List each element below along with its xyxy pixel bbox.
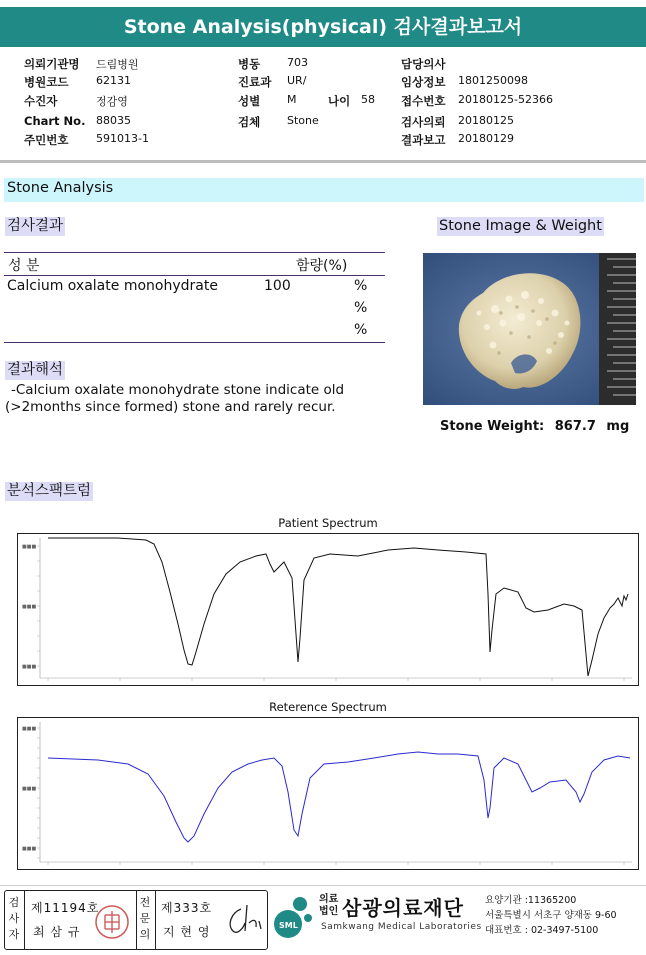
info-value: 1801250098 bbox=[458, 74, 528, 87]
stone-weight-unit: mg bbox=[606, 419, 630, 434]
inspector-license: 제11194호 bbox=[31, 901, 100, 915]
unit-cell: % bbox=[354, 322, 368, 338]
info-label: 검체 bbox=[238, 115, 261, 129]
section-band bbox=[4, 178, 644, 202]
reference-spectrum-plot bbox=[18, 718, 638, 869]
signature-box bbox=[4, 890, 268, 950]
info-row bbox=[0, 114, 646, 132]
sml-logo-icon bbox=[270, 892, 316, 942]
info-value: 62131 bbox=[96, 74, 131, 87]
specialist-label: 전문의 bbox=[139, 896, 151, 941]
info-label: 접수번호 bbox=[401, 94, 446, 108]
specialist-signature-icon bbox=[223, 901, 265, 939]
spectrum-heading: 분석스팩트럼 bbox=[7, 483, 92, 499]
patient-spectrum-title: Patient Spectrum bbox=[278, 516, 378, 530]
specialist-license: 제333호 bbox=[161, 901, 213, 915]
svg-text:■■■: ■■■ bbox=[22, 664, 37, 670]
results-table bbox=[4, 252, 385, 344]
inspector-seal-icon bbox=[93, 903, 131, 941]
results-heading: 검사결과 bbox=[7, 218, 64, 234]
interpretation-heading: 결과해석 bbox=[7, 362, 64, 378]
phone: 대표번호 : 02-3497-5100 bbox=[485, 925, 599, 936]
address: 서울특별시 서초구 양재동 9-60 bbox=[485, 910, 617, 921]
patient-spectrum-plot bbox=[18, 534, 638, 685]
column-header-component: 성 분 bbox=[8, 258, 40, 274]
info-label: 성별 bbox=[238, 94, 261, 108]
table-rule bbox=[4, 342, 385, 343]
interpretation-line: -Calcium oxalate monohydrate stone indicate old bbox=[11, 382, 345, 398]
info-value: 88035 bbox=[96, 114, 131, 127]
org-legal-type bbox=[319, 894, 338, 918]
org-legal-line: 의료 bbox=[319, 894, 339, 905]
info-row bbox=[0, 93, 646, 111]
inspector-name: 최 삼 규 bbox=[33, 925, 81, 939]
patient-info bbox=[0, 52, 646, 152]
org-legal-line: 법인 bbox=[319, 906, 339, 917]
svg-text:■■■: ■■■ bbox=[22, 604, 37, 610]
unit-cell: % bbox=[354, 300, 368, 316]
info-value: 드림병원 bbox=[96, 58, 139, 71]
svg-text:■■■: ■■■ bbox=[22, 726, 37, 732]
interpretation-text bbox=[5, 382, 344, 416]
info-label: 담당의사 bbox=[401, 57, 446, 71]
info-row bbox=[0, 56, 646, 74]
info-value: 20180129 bbox=[458, 132, 514, 145]
table-rule bbox=[4, 275, 385, 276]
footer bbox=[0, 886, 646, 955]
specialist-name: 지 현 영 bbox=[163, 925, 211, 939]
section-title: Stone Analysis bbox=[7, 180, 114, 196]
info-label: 검사의뢰 bbox=[401, 115, 446, 129]
reference-spectrum bbox=[17, 717, 639, 870]
info-label: 나이 bbox=[328, 94, 351, 108]
info-value: 20180125 bbox=[458, 114, 514, 127]
sign-divider bbox=[155, 891, 156, 949]
info-label: 결과보고 bbox=[401, 133, 446, 147]
organization-name: 삼광의료재단 bbox=[342, 896, 464, 920]
sign-divider bbox=[136, 891, 137, 949]
info-value: 591013-1 bbox=[96, 132, 149, 145]
logo-text: SML bbox=[279, 921, 298, 930]
stone-weight-label: Stone Weight: bbox=[440, 419, 545, 434]
unit-cell: % bbox=[354, 278, 368, 294]
info-value: 정감영 bbox=[96, 95, 128, 108]
svg-text:■■■: ■■■ bbox=[22, 846, 37, 852]
care-code: 요양기관 :11365200 bbox=[485, 895, 577, 906]
info-label: 진료과 bbox=[238, 75, 272, 89]
organization-english-name: Samkwang Medical Laboratories bbox=[321, 922, 482, 932]
info-label: 주민번호 bbox=[24, 133, 69, 147]
svg-text:■■■: ■■■ bbox=[22, 544, 37, 550]
stone-weight-value: 867.7 bbox=[554, 419, 596, 434]
report-title: Stone Analysis(physical) 검사결과보고서 bbox=[0, 7, 646, 47]
patient-spectrum bbox=[17, 533, 639, 686]
info-label: 수진자 bbox=[24, 94, 58, 108]
sign-divider bbox=[24, 891, 25, 949]
info-value: UR/ bbox=[287, 74, 307, 87]
inspector-label: 검사자 bbox=[8, 896, 20, 941]
interpretation-line: (>2months since formed) stone and rarely recur. bbox=[5, 399, 336, 415]
stone-image-heading: Stone Image & Weight bbox=[439, 218, 602, 234]
divider bbox=[0, 160, 646, 163]
info-label: 병동 bbox=[238, 57, 261, 71]
info-label: 임상정보 bbox=[401, 75, 446, 89]
info-value: Stone bbox=[287, 114, 319, 127]
info-label: 병원코드 bbox=[24, 75, 69, 89]
reference-spectrum-title: Reterence Spectrum bbox=[269, 700, 387, 714]
stone-photo-drawing bbox=[423, 253, 636, 405]
footer-divider bbox=[0, 885, 646, 886]
stone-photo bbox=[423, 253, 636, 405]
amount-cell: 100 bbox=[264, 278, 291, 294]
info-value: M bbox=[287, 93, 297, 106]
info-label: 의뢰기관명 bbox=[24, 57, 80, 71]
info-row bbox=[0, 132, 646, 150]
table-rule bbox=[4, 252, 385, 253]
info-row bbox=[0, 74, 646, 92]
component-cell: Calcium oxalate monohydrate bbox=[7, 278, 218, 294]
stone-weight bbox=[440, 419, 629, 434]
info-value: 58 bbox=[361, 93, 375, 106]
column-header-content: 함량(%) bbox=[296, 258, 348, 274]
info-label: Chart No. bbox=[24, 114, 86, 128]
svg-text:■■■: ■■■ bbox=[22, 786, 37, 792]
info-value: 20180125-52366 bbox=[458, 93, 553, 106]
info-value: 703 bbox=[287, 56, 308, 69]
organization-info bbox=[485, 893, 617, 938]
